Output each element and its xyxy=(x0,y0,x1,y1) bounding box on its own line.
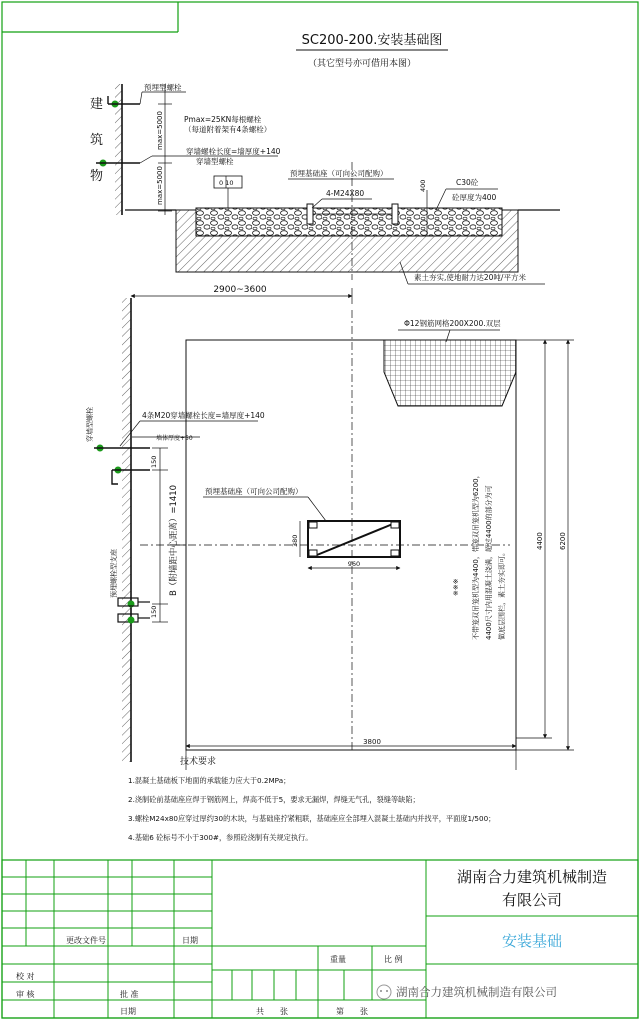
change-doc-label: 更改文件号 xyxy=(66,936,106,945)
wall-bolt-type-label: 穿墙型螺栓 xyxy=(86,407,94,442)
rebar-mesh-detail xyxy=(384,340,516,406)
approve-label: 批 准 xyxy=(120,990,139,999)
weight-label: 重量 xyxy=(330,955,346,964)
dim-150-bottom: 150 xyxy=(150,605,158,618)
watermark xyxy=(377,985,557,999)
dim-3800-label: 3800 xyxy=(363,738,381,746)
wall-thickness-dim-label: 墙体厚度+50 xyxy=(156,435,193,442)
bolt-spec-label: 4-M24X80 xyxy=(326,189,365,198)
pmax-label: Pmax=25KN每根螺栓 xyxy=(184,115,262,124)
embedded-bolt-symbol xyxy=(108,96,140,108)
dim-width-label: 2900~3600 xyxy=(213,285,267,295)
dim-4400-label: 4400 xyxy=(536,532,544,550)
dim-400-label: 400 xyxy=(419,179,427,192)
wall-bolt-length-label: 穿墙螺栓长度=墙厚度+140 xyxy=(186,147,281,156)
c30-label: C30砼 xyxy=(456,178,479,187)
flatness-value: 0 10 xyxy=(219,179,234,187)
plan-embedded-base-label: 预埋基础座（可向公司配购） xyxy=(205,487,303,496)
tech-item-4: 4.基础6 砼标号不小于300#，参照砼浇制有关规定执行。 xyxy=(128,833,313,842)
embedded-base-label-top: 预埋基础座（可向公司配购） xyxy=(290,169,388,178)
tech-item-2: 2.浇制砼前基础座应焊于钢筋网上，焊高不低于5，要求无漏焊，焊缝无气孔，裂缝等缺陷； xyxy=(128,795,420,804)
scale-label: 比 例 xyxy=(384,955,403,964)
total-sheets-label: 共 张 xyxy=(256,1007,288,1016)
company-name-line1: 湖南合力建筑机械制造 xyxy=(456,868,608,886)
note-head: ※※※ xyxy=(452,578,460,596)
review-label: 审 核 xyxy=(16,990,35,999)
dim-380-label: 380 xyxy=(291,534,299,547)
sheet-frame xyxy=(2,2,638,1018)
embedded-bolt-label: 预埋型螺栓 xyxy=(144,83,182,92)
max5000-label-a: max=5000 xyxy=(156,111,164,150)
tech-item-1: 1.混凝土基础板下地面的承载能力应大于0.2MPa； xyxy=(128,776,291,785)
embedded-support-label: 预埋螺栓型支座 xyxy=(110,549,118,598)
building-char-2: 筑 xyxy=(90,133,104,148)
drawing-subtitle: （其它型号亦可借用本图） xyxy=(307,59,417,69)
plan-view xyxy=(85,285,574,770)
date-label: 日期 xyxy=(182,936,198,945)
embedded-base-plan xyxy=(308,521,400,557)
slab-thickness-label: 砼厚度为400 xyxy=(452,193,497,202)
pmax-note: （每道附着架有4条螺栓） xyxy=(184,125,272,134)
date2-label: 日期 xyxy=(120,1007,136,1016)
dim-960-label: 960 xyxy=(347,560,361,568)
building-char-1: 建 xyxy=(90,97,104,112)
soil-note: 素土夯实,使地耐力达20吨/平方米 xyxy=(414,273,526,282)
tech-title: 技术要求 xyxy=(180,757,217,767)
company-name-line2: 有限公司 xyxy=(501,891,563,909)
wall-bolt-label: 穿墙型螺栓 xyxy=(196,157,234,166)
sheet-no-label: 第 张 xyxy=(336,1007,368,1016)
drawing-title: SC200-200.安装基础图 xyxy=(301,33,443,48)
note-line-3: 做底层围栏，素土夯实即可。 xyxy=(498,549,506,640)
note-line-1: 不带笼双吊笼机型为4400，带笼双吊笼机型为6200， xyxy=(472,471,480,640)
elevation-view xyxy=(90,82,560,284)
note-line-2: 4400尺寸内用混凝土浇满，超过4400的部分为可 xyxy=(485,485,493,640)
tech-item-3: 3.螺栓M24x80应穿过厚约30的木块，与基础座拧紧粗联，基础座应全部埋入混凝土基础内并找平，平面度1/500； xyxy=(128,814,496,823)
dim-6200-label: 6200 xyxy=(559,532,567,550)
rebar-label: Φ12钢筋网格200X200.双层 xyxy=(404,319,501,328)
wechat-icon xyxy=(377,985,391,999)
max5000-label-b: max=5000 xyxy=(156,166,164,205)
tech-requirements xyxy=(128,755,495,843)
dim-b-label: B（附墙距中心距离）=1410 xyxy=(169,484,179,596)
check-label: 校 对 xyxy=(16,972,35,981)
four-m20-label: 4条M20穿墙螺栓长度=墙厚度+140 xyxy=(142,411,265,420)
drawing-name: 安装基础 xyxy=(501,932,563,950)
dim-150-top: 150 xyxy=(150,455,158,468)
watermark-text: 湖南合力建筑机械制造有限公司 xyxy=(396,985,557,999)
building-char-3: 物 xyxy=(90,169,104,184)
foundation-slab xyxy=(176,208,518,272)
